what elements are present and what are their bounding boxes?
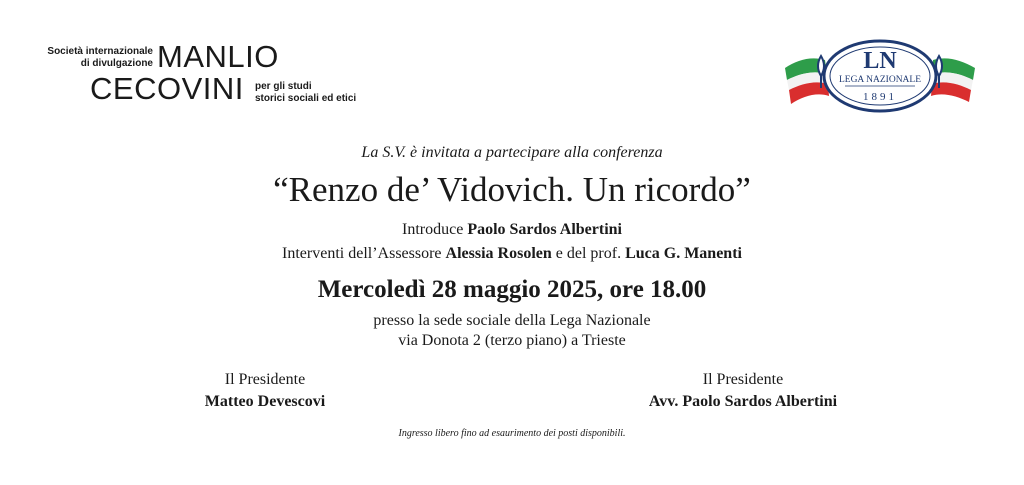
venue-line-2: via Donota 2 (terzo piano) a Trieste bbox=[398, 332, 626, 349]
signature-right-name: Avv. Paolo Sardos Albertini bbox=[648, 393, 838, 410]
speaker-name-2: Luca G. Manenti bbox=[625, 245, 742, 262]
event-date: Mercoledì 28 maggio 2025, ore 18.00 bbox=[317, 276, 707, 303]
badge-year: 1891 bbox=[863, 91, 897, 103]
speaker-name-1: Alessia Rosolen bbox=[445, 245, 552, 262]
badge-name: LEGA NAZIONALE bbox=[838, 75, 922, 85]
invitation-line: La S.V. è invitata a partecipare alla conferenza bbox=[361, 144, 663, 161]
introduction-line: Introduce Paolo Sardos Albertini bbox=[402, 221, 622, 238]
logo-name-cecovini: CECOVINI bbox=[90, 71, 244, 106]
logo-name-manlio: MANLIO bbox=[157, 39, 279, 74]
interventions-line: Interventi dell’Assessore Alessia Rosolen e del prof. Luca G. Manenti bbox=[282, 245, 742, 262]
cecovini-logo bbox=[45, 39, 375, 106]
logo-tagline-right: per gli studi storici sociali ed etici bbox=[255, 81, 357, 104]
lega-nazionale-logo bbox=[783, 38, 977, 114]
conference-title: “Renzo de’ Vidovich. Un ricordo” bbox=[273, 170, 751, 209]
introducer-name: Paolo Sardos Albertini bbox=[467, 221, 622, 238]
signature-left-name: Matteo Devescovi bbox=[204, 393, 326, 410]
signature-left-role: Il Presidente bbox=[224, 371, 306, 388]
signature-right bbox=[638, 369, 848, 413]
venue-line-1: presso la sede sociale della Lega Nazionale bbox=[373, 312, 651, 329]
signature-right-role: Il Presidente bbox=[702, 371, 784, 388]
logo-tagline-left: Società internazionale di divulgazione bbox=[47, 46, 153, 69]
signature-left bbox=[190, 369, 340, 413]
footnote: Ingresso libero fino ad esaurimento dei posti disponibili. bbox=[398, 428, 626, 439]
badge-monogram: LN bbox=[863, 48, 897, 74]
